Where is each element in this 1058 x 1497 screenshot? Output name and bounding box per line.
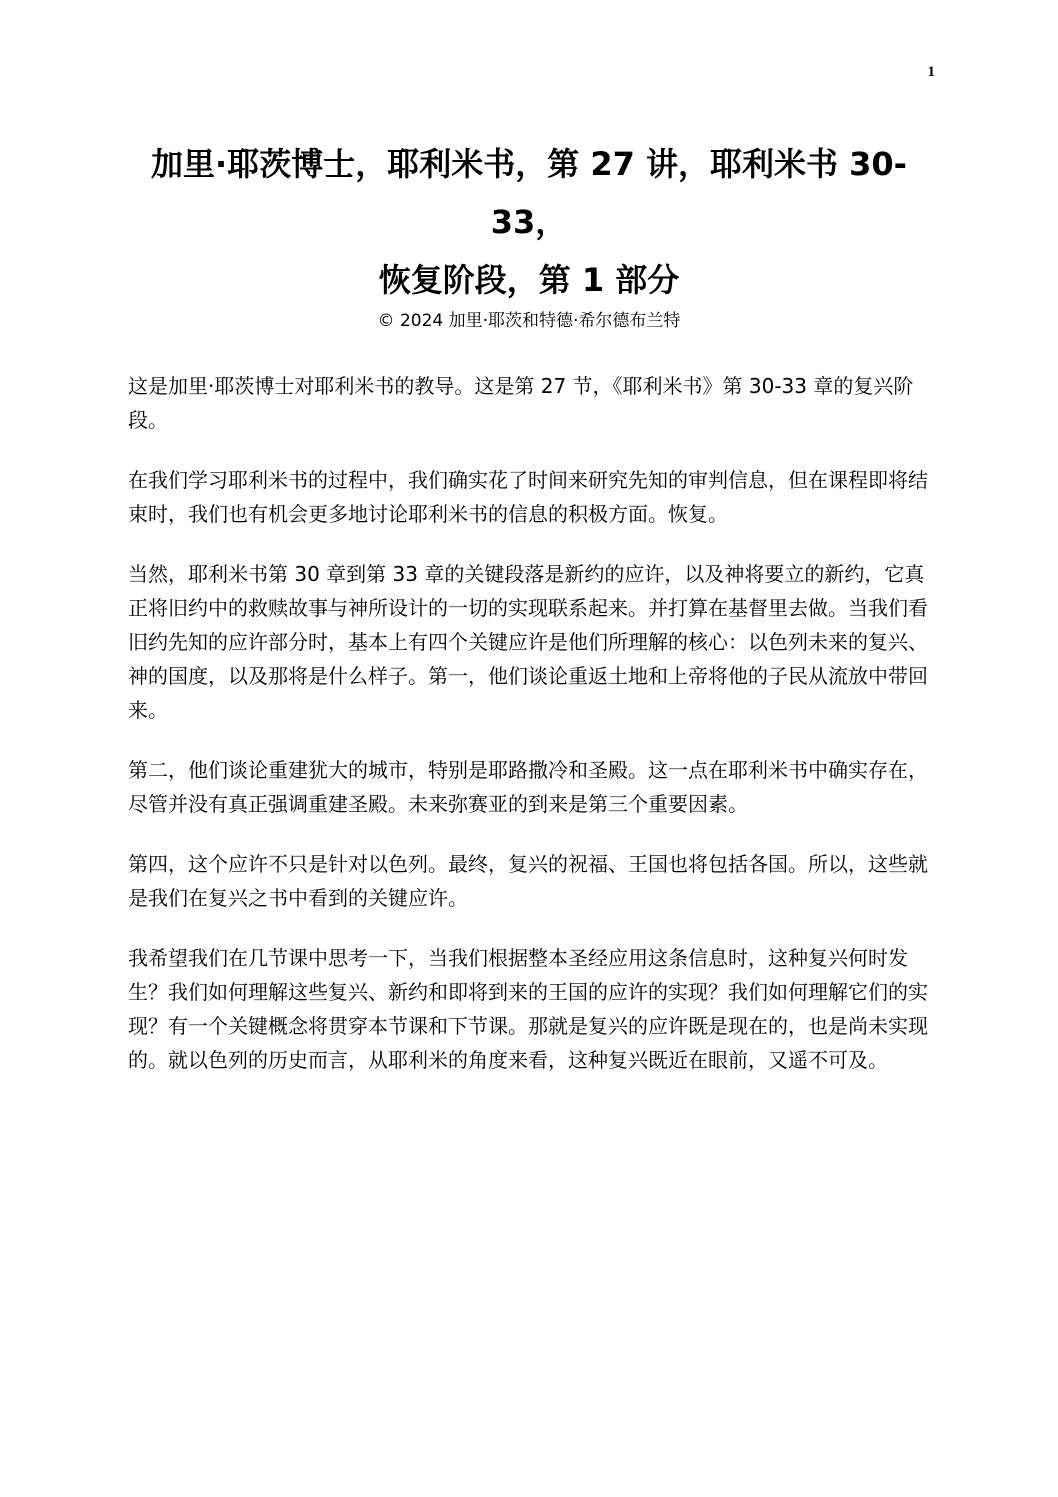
title-line-3: 恢复阶段，第 1 部分: [378, 261, 680, 299]
copyright-notice: © 2024 加里·耶茨和特德·希尔德布兰特: [377, 311, 681, 331]
document-title: [120, 135, 938, 309]
title-line-1: 加里·耶茨博士，耶利米书，第 27 讲，耶利米书 30-: [151, 145, 907, 183]
paragraph-4: 第二，他们谈论重建犹大的城市，特别是耶路撒冷和圣殿。这一点在耶利米书中确实存在，尽管并没有真正强调重建圣殿。未来弥赛亚的到来是第三个重要因素。: [128, 758, 928, 816]
paragraph-6: 我希望我们在几节课中思考一下，当我们根据整本圣经应用这条信息时，这种复兴何时发生？我们如何理解这些复兴、新约和即将到来的王国的应许的实现？我们如何理解它们的实现？有一个关键概念将贯穿本节课和下节课。那就是复兴的应许既是现在的，也是尚未实现的。就以色列的历史而言，从耶利米的角度来看，这种复兴既近在眼前，又遥不可及。: [128, 946, 928, 1072]
paragraph-3: 当然，耶利米书第 30 章到第 33 章的关键段落是新约的应许，以及神将要立的新约，它真正将旧约中的救赎故事与神所设计的一切的实现联系起来。并打算在基督里去做。当我们看旧约先知的应许部分时，基本上有四个关键应许是他们所理解的核心：以色列未来的复兴、神的国度，以及那将是什么样子。第一，他们谈论重返土地和上帝将他的子民从流放中带回来。: [128, 562, 928, 722]
body-text: [128, 369, 928, 1103]
page-number: 1: [927, 64, 935, 80]
paragraph-1: 这是加里·耶茨博士对耶利米书的教导。这是第 27 节，《耶利米书》第 30-33 章的复兴阶段。: [128, 374, 914, 432]
title-line-2: 33，: [490, 203, 568, 241]
paragraph-5: 第四，这个应许不只是针对以色列。最终，复兴的祝福、王国也将包括各国。所以，这些就是我们在复兴之书中看到的关键应许。: [128, 852, 928, 910]
paragraph-2: 在我们学习耶利米书的过程中，我们确实花了时间来研究先知的审判信息，但在课程即将结束时，我们也有机会更多地讨论耶利米书的信息的积极方面。恢复。: [128, 468, 928, 526]
